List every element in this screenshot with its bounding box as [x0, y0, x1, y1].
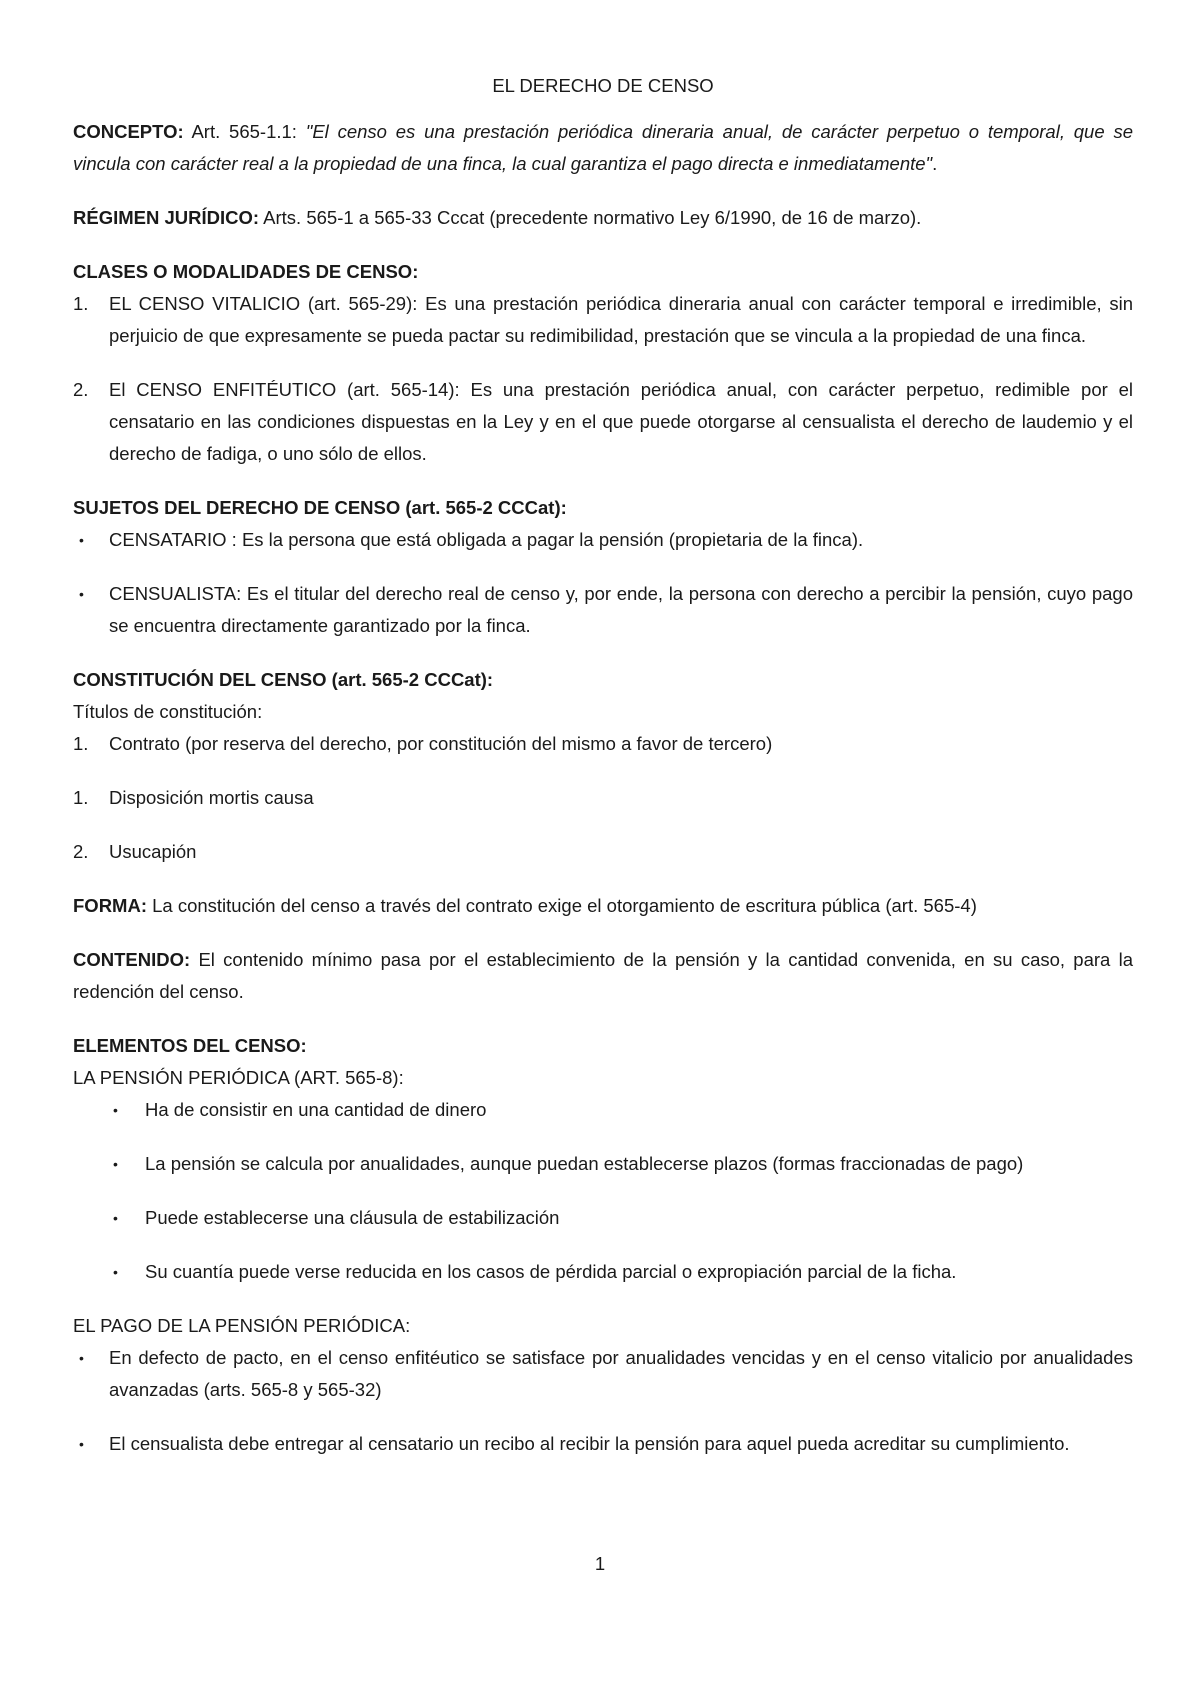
forma-text: La constitución del censo a través del contrato exige el otorgamiento de escritura pública (art. 565-4)	[146, 895, 977, 916]
list-number: 2.	[73, 841, 89, 862]
bullet-icon: •	[113, 1156, 118, 1172]
contenido-text: El contenido mínimo pasa por el establecimiento de la pensión y la cantidad convenida, en su caso, para la redención del censo.	[73, 949, 1133, 1002]
regimen-paragraph	[73, 202, 1133, 234]
list-item	[73, 728, 1133, 760]
titulo-text: Contrato (por reserva del derecho, por constitución del mismo a favor de tercero)	[109, 733, 773, 754]
elemento-text: Ha de consistir en una cantidad de dinero	[145, 1099, 487, 1120]
constitucion-subheading: Títulos de constitución:	[73, 701, 263, 722]
titulo-text: Disposición mortis causa	[109, 787, 314, 808]
list-number: 1.	[73, 733, 89, 754]
clases-heading: CLASES O MODALIDADES DE CENSO:	[73, 261, 419, 282]
list-item	[73, 1094, 1133, 1126]
bullet-icon: •	[79, 586, 84, 602]
sujeto-label: CENSUALISTA:	[109, 583, 242, 604]
sujeto-text: Es el titular del derecho real de censo y, por ende, la persona con derecho a percibir la pensión, cuyo pago se encuentra directamente garantizado por la finca.	[109, 583, 1133, 636]
concepto-label: CONCEPTO:	[73, 121, 184, 142]
bullet-icon: •	[79, 1350, 84, 1366]
elementos-heading: ELEMENTOS DEL CENSO:	[73, 1035, 307, 1056]
elemento-text: Su cuantía puede verse reducida en los casos de pérdida parcial o expropiación parcial de la ficha.	[145, 1261, 957, 1282]
page-number: 1	[594, 1553, 606, 1574]
list-item	[73, 1256, 1133, 1288]
constitucion-heading: CONSTITUCIÓN DEL CENSO (art. 565-2 CCCat):	[73, 669, 494, 690]
bullet-icon: •	[79, 1436, 84, 1452]
concepto-quote: "El censo es una prestación periódica dineraria anual, de carácter perpetuo o temporal, que se vincula con carácter real a la propiedad de una finca, la cual garantiza el pago directa e inmediatamente"	[73, 121, 1133, 174]
regimen-label: RÉGIMEN JURÍDICO:	[73, 207, 260, 228]
list-item	[73, 288, 1133, 352]
clase-text: Es una prestación periódica anual, con carácter perpetuo, redimible por el censatario en las condiciones dispuestas en la Ley y en el que puede otorgarse al censualista el derecho de laudemio y el derecho de fadiga, o uno sólo de ellos.	[109, 379, 1133, 464]
contenido-label: CONTENIDO:	[73, 949, 191, 970]
elementos-subheading: LA PENSIÓN PERIÓDICA (ART. 565-8):	[73, 1067, 404, 1088]
list-number: 2.	[73, 379, 89, 400]
pago-text: El censualista debe entregar al censatario un recibo al recibir la pensión para aquel pueda acreditar su cumplimiento.	[109, 1433, 1070, 1454]
bullet-icon: •	[113, 1102, 118, 1118]
clase-label: El CENSO ENFITÉUTICO (art. 565-14):	[109, 379, 460, 400]
list-item	[73, 1428, 1133, 1460]
sujeto-text: Es la persona que está obligada a pagar la pensión (propietaria de la finca).	[236, 529, 864, 550]
constitucion-list	[73, 728, 1133, 868]
list-item	[73, 1202, 1133, 1234]
bullet-icon: •	[113, 1210, 118, 1226]
forma-paragraph	[73, 890, 1133, 922]
sujetos-list	[73, 524, 1133, 642]
list-item	[73, 1148, 1133, 1180]
sujeto-label: CENSATARIO :	[109, 529, 237, 550]
clase-label: EL CENSO VITALICIO (art. 565-29):	[109, 293, 418, 314]
concepto-ref: Art. 565-1.1:	[183, 121, 306, 142]
list-item	[73, 836, 1133, 868]
elementos-list	[73, 1094, 1133, 1288]
list-item	[73, 524, 1133, 556]
clase-text: Es una prestación periódica dineraria anual con carácter temporal e irredimible, sin perjuicio de que expresamente se pueda pactar su redimibilidad, prestación que se vincula a la propiedad de una finca.	[109, 293, 1133, 346]
list-item	[73, 578, 1133, 642]
concepto-paragraph	[73, 116, 1133, 180]
contenido-paragraph	[73, 944, 1133, 1008]
list-item	[73, 782, 1133, 814]
bullet-icon: •	[79, 532, 84, 548]
concepto-end: .	[932, 153, 938, 174]
document-title: EL DERECHO DE CENSO	[492, 75, 714, 96]
titulo-text: Usucapión	[109, 841, 197, 862]
list-item	[73, 1342, 1133, 1406]
elemento-text: La pensión se calcula por anualidades, aunque puedan establecerse plazos (formas fraccionadas de pago)	[145, 1153, 1024, 1174]
sujetos-heading: SUJETOS DEL DERECHO DE CENSO (art. 565-2 CCCat):	[73, 497, 567, 518]
pago-list	[73, 1342, 1133, 1460]
document-body	[73, 70, 1133, 1482]
list-item	[73, 374, 1133, 470]
pago-text: En defecto de pacto, en el censo enfitéutico se satisface por anualidades vencidas y en el censo vitalicio por anualidades avanzadas (arts. 565-8 y 565-32)	[109, 1347, 1133, 1400]
pago-heading: EL PAGO DE LA PENSIÓN PERIÓDICA:	[73, 1315, 411, 1336]
clases-list	[73, 288, 1133, 470]
forma-label: FORMA:	[73, 895, 147, 916]
list-number: 1.	[73, 293, 89, 314]
bullet-icon: •	[113, 1264, 118, 1280]
elemento-text: Puede establecerse una cláusula de estabilización	[145, 1207, 560, 1228]
regimen-text: Arts. 565-1 a 565-33 Cccat (precedente normativo Ley 6/1990, de 16 de marzo).	[259, 207, 922, 228]
list-number: 1.	[73, 787, 89, 808]
